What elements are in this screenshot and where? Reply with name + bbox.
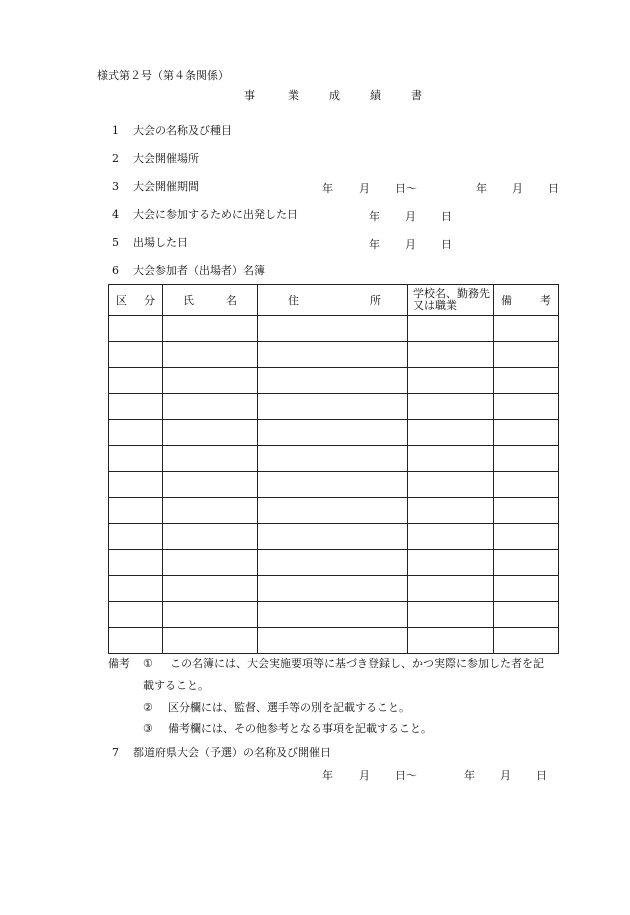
roster-header-row: [109, 285, 559, 316]
roster-cell-school[interactable]: [408, 628, 494, 654]
roster-cell-remarks[interactable]: [494, 498, 559, 524]
title-char: 業: [288, 89, 299, 102]
item-label: 大会開催期間: [133, 180, 199, 193]
item-label: 大会開催場所: [133, 152, 199, 165]
roster-cell-remarks[interactable]: [494, 342, 559, 368]
roster-cell-kubun[interactable]: [109, 368, 163, 394]
roster-cell-school[interactable]: [408, 602, 494, 628]
roster-cell-kubun[interactable]: [109, 576, 163, 602]
roster-cell-kubun[interactable]: [109, 628, 163, 654]
roster-body: [109, 316, 559, 654]
roster-cell-address[interactable]: [258, 602, 408, 628]
roster-cell-school[interactable]: [408, 394, 494, 420]
roster-cell-address[interactable]: [258, 394, 408, 420]
item-number: 3: [112, 180, 119, 193]
roster-cell-address[interactable]: [258, 316, 408, 342]
date-month: 月: [359, 182, 370, 195]
roster-row: [109, 446, 559, 472]
roster-cell-school[interactable]: [408, 472, 494, 498]
roster-cell-name[interactable]: [163, 394, 258, 420]
roster-cell-kubun[interactable]: [109, 472, 163, 498]
date-month: 月: [405, 238, 416, 251]
item-number: 2: [112, 152, 119, 165]
date-year: 年: [476, 182, 487, 195]
note-mark: ①: [143, 657, 153, 670]
item-label: 大会の名称及び種目: [133, 124, 232, 137]
roster-row: [109, 602, 559, 628]
note-text: この名簿には、大会実施要項等に基づき登録し、かつ実際に参加した者を記: [170, 657, 544, 670]
roster-cell-name[interactable]: [163, 420, 258, 446]
roster-cell-address[interactable]: [258, 550, 408, 576]
header-address: 住 所: [258, 285, 408, 316]
roster-cell-address[interactable]: [258, 342, 408, 368]
item-number: 7: [112, 746, 119, 759]
roster-cell-school[interactable]: [408, 368, 494, 394]
date-day: 日: [441, 238, 452, 251]
item-label: 出場した日: [133, 236, 188, 249]
date-month: 月: [512, 182, 523, 195]
date-day-range: 日〜: [395, 769, 417, 782]
date-month: 月: [500, 769, 511, 782]
roster-cell-school[interactable]: [408, 524, 494, 550]
roster-cell-name[interactable]: [163, 602, 258, 628]
roster-cell-remarks[interactable]: [494, 576, 559, 602]
roster-row: [109, 524, 559, 550]
item-number: 5: [112, 236, 119, 249]
roster-cell-school[interactable]: [408, 420, 494, 446]
item-number: 1: [112, 124, 119, 137]
roster-cell-name[interactable]: [163, 472, 258, 498]
item-label: 大会参加者（出場者）名簿: [133, 264, 265, 277]
participant-roster-table: [108, 284, 559, 654]
note-text-continued: 載すること。: [143, 679, 209, 692]
roster-row: [109, 342, 559, 368]
roster-cell-school[interactable]: [408, 342, 494, 368]
roster-cell-school[interactable]: [408, 550, 494, 576]
roster-cell-remarks[interactable]: [494, 550, 559, 576]
roster-row: [109, 628, 559, 654]
date-day: 日: [548, 182, 559, 195]
date-day: 日: [441, 210, 452, 223]
document-title: [0, 89, 630, 103]
note-text: 区分欄には、監督、選手等の別を記載すること。: [168, 701, 410, 714]
note-text: 備考欄には、その他参考となる事項を記載すること。: [168, 722, 432, 735]
roster-cell-kubun[interactable]: [109, 524, 163, 550]
roster-cell-address[interactable]: [258, 498, 408, 524]
date-year: 年: [464, 769, 475, 782]
roster-cell-remarks[interactable]: [494, 420, 559, 446]
note-mark: ②: [143, 701, 153, 714]
roster-cell-school[interactable]: [408, 576, 494, 602]
title-char: 成: [329, 89, 340, 102]
notes-label: 備考: [108, 657, 130, 670]
roster-cell-kubun[interactable]: [109, 394, 163, 420]
roster-cell-name[interactable]: [163, 342, 258, 368]
roster-cell-name[interactable]: [163, 368, 258, 394]
date-year: 年: [369, 238, 380, 251]
roster-cell-address[interactable]: [258, 628, 408, 654]
roster-cell-address[interactable]: [258, 420, 408, 446]
title-char: 績: [370, 89, 381, 102]
roster-cell-school[interactable]: [408, 446, 494, 472]
roster-cell-remarks[interactable]: [494, 394, 559, 420]
roster-cell-address[interactable]: [258, 472, 408, 498]
roster-cell-kubun[interactable]: [109, 342, 163, 368]
header-remarks: 備 考: [494, 285, 559, 316]
roster-cell-name[interactable]: [163, 524, 258, 550]
date-year: 年: [369, 210, 380, 223]
roster-cell-remarks[interactable]: [494, 446, 559, 472]
item-number: 4: [112, 208, 119, 221]
roster-row: [109, 498, 559, 524]
roster-cell-kubun[interactable]: [109, 316, 163, 342]
title-char: 事: [244, 89, 255, 102]
item-label: 都道府県大会（予選）の名称及び開催日: [133, 746, 331, 759]
roster-cell-address[interactable]: [258, 524, 408, 550]
roster-row: [109, 394, 559, 420]
roster-row: [109, 576, 559, 602]
roster-cell-school[interactable]: [408, 316, 494, 342]
roster-cell-remarks[interactable]: [494, 316, 559, 342]
roster-cell-kubun[interactable]: [109, 420, 163, 446]
roster-cell-name[interactable]: [163, 576, 258, 602]
roster-cell-name[interactable]: [163, 446, 258, 472]
roster-cell-kubun[interactable]: [109, 602, 163, 628]
header-name: 氏 名: [163, 285, 258, 316]
date-month: 月: [405, 210, 416, 223]
roster-cell-kubun[interactable]: [109, 498, 163, 524]
roster-cell-name[interactable]: [163, 498, 258, 524]
roster-cell-remarks[interactable]: [494, 602, 559, 628]
header-kubun: 区 分: [109, 285, 163, 316]
roster-cell-address[interactable]: [258, 368, 408, 394]
header-school-occupation: 学校名、勤務先 又は職業: [408, 285, 494, 316]
roster-row: [109, 472, 559, 498]
note-mark: ③: [143, 722, 153, 735]
date-year: 年: [322, 182, 333, 195]
roster-cell-address[interactable]: [258, 576, 408, 602]
roster-cell-name[interactable]: [163, 316, 258, 342]
date-year: 年: [322, 769, 333, 782]
roster-cell-name[interactable]: [163, 550, 258, 576]
roster-cell-name[interactable]: [163, 628, 258, 654]
roster-cell-remarks[interactable]: [494, 368, 559, 394]
roster-cell-school[interactable]: [408, 498, 494, 524]
roster-row: [109, 368, 559, 394]
roster-cell-address[interactable]: [258, 446, 408, 472]
date-day: 日: [536, 769, 547, 782]
roster-cell-remarks[interactable]: [494, 524, 559, 550]
date-month: 月: [359, 769, 370, 782]
roster-cell-remarks[interactable]: [494, 472, 559, 498]
roster-cell-kubun[interactable]: [109, 446, 163, 472]
title-char: 書: [411, 89, 422, 102]
roster-row: [109, 316, 559, 342]
roster-cell-kubun[interactable]: [109, 550, 163, 576]
date-day-range: 日〜: [395, 182, 417, 195]
roster-row: [109, 420, 559, 446]
item-number: 6: [112, 264, 119, 277]
item-label: 大会に参加するために出発した日: [133, 208, 298, 221]
roster-cell-remarks[interactable]: [494, 628, 559, 654]
roster-row: [109, 550, 559, 576]
form-number-label: 様式第２号（第４条関係）: [97, 69, 229, 82]
